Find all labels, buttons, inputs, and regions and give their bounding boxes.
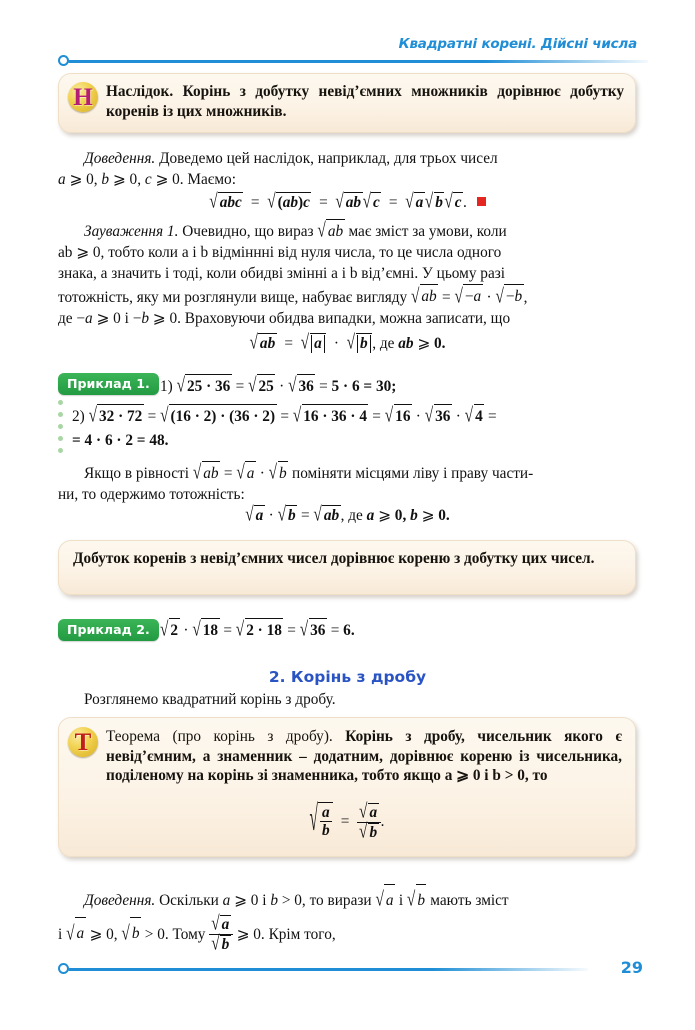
proof1-text: Доведемо цей наслідок, наприклад, для трьох чисел [159, 150, 498, 167]
header-rule-dot-icon [58, 55, 69, 66]
remark1-line3: знака, а значить і тоді, коли обидві змінні a і b від’ємні. У цьому разі [58, 265, 506, 283]
proof1-label: Доведення. [84, 150, 156, 167]
swap-line2: ни, то одержимо тотожність: [58, 486, 245, 504]
remark1-line1a: Очевидно, що вираз [182, 223, 314, 240]
running-head [0, 36, 695, 62]
header-rule [68, 60, 648, 63]
qed-square-icon [477, 197, 486, 206]
example1-line1: 1) √ 25 · 36 = √ 25 · √ 36 = 5 · 6 = 30; [160, 374, 397, 398]
corollary-letter-icon [68, 82, 98, 112]
theorem-letter-glyph: Т [74, 728, 92, 756]
corollary-lead: Наслідок. [106, 83, 174, 100]
product-rule-box [58, 540, 636, 595]
proof2-label: Доведення. [84, 892, 156, 909]
remark1-line5: де −a ⩾ 0 і −b ⩾ 0. Враховуючи обидва випадки, можна записати, що [58, 309, 511, 327]
theorem-lead: Теорема (про корінь з дробу). [106, 728, 333, 745]
example1-line2: 2) √ 32 · 72 = √ (16 · 2) · (36 · 2) = √ 16 · 36 · 4 = √ 16 · √ 36 · √ 4 = [72, 404, 497, 428]
swap-paragraph: Якщо в рівності √ ab = √ a · √ b поміняти місцями ліву і праву части- ни, то одержимо тотожність: [58, 461, 534, 504]
remark1-line1b: має зміст за умови, коли [348, 223, 507, 240]
example1-line3: = 4 · 6 · 2 = 48. [72, 432, 169, 449]
theorem-box [58, 717, 636, 857]
proof2-line2: і √ a ⩾ 0, √ b > 0. Тому $\frac{√ a}{√ b}$ ⩾ 0. Крім того, [58, 912, 336, 956]
remark1-line2: ab ⩾ 0, тобто коли a і b відміннні від нуля числа, то це числа одного [58, 244, 502, 262]
section2-heading: 2. Корінь з дробу [268, 668, 427, 686]
corollary-box [58, 73, 636, 133]
proof2-line1: Оскільки a ⩾ 0 і b > 0, то вирази √ a і √ b мають зміст [159, 892, 509, 909]
footer-rule [68, 968, 588, 971]
example2-formula: √ 2 · √ 18 = √ 2 · 18 = √ 36 = 6. [160, 618, 355, 642]
theorem-statement: Корінь з дробу, чисельник якого є невід’ємним, а знаменник – додатним, дорівнює кореню із чисельника, поділеному на корінь зі знаменника, тобто якщо a ⩾ 0 і b > 0, то [106, 728, 622, 785]
proof2-paragraph [58, 884, 636, 954]
running-head-title: Квадратні корені. Дійсні числа [398, 36, 637, 52]
page-number: 29 [620, 958, 643, 977]
example1-badge: Приклад 1. [58, 373, 159, 395]
section2-intro [58, 689, 636, 710]
corollary-letter-glyph: Н [73, 83, 93, 111]
example2-badge: Приклад 2. [58, 619, 159, 641]
remark1-line4a: тотожність, яку ми розглянули вище, набуває вигляду [58, 288, 408, 306]
swap-line1b: поміняти місцями ліву і праву части- [292, 465, 534, 482]
theorem-formula: √ $\frac{a}{b}$ = $\frac{√ a}{√ b}$ . [309, 799, 385, 844]
example1-dot-rail [58, 400, 64, 460]
section2-intro-text: Розглянемо квадратний корінь з дробу. [84, 691, 336, 708]
proof1-formula: √ abc = √ (ab)c = √ ab√ c = √ a√ b√ c. [0, 192, 695, 212]
corollary-statement: Корінь з добутку невід’ємних множників дорівнює добутку коренів із цих множників. [106, 83, 625, 120]
swap-formula: √ a · √ b = √ ab, де a ⩾ 0, b ⩾ 0. [245, 503, 450, 526]
proof1-conditions: a ⩾ 0, b ⩾ 0, c ⩾ 0. Маємо: [58, 171, 236, 189]
product-rule-statement: Добуток коренів з невід’ємних чисел дорівнює кореню з добутку цих чисел. [73, 550, 595, 567]
swap-line1a: Якщо в рівності [84, 465, 189, 482]
proof1-paragraph [58, 148, 636, 190]
remark1-label: Зауваження 1. [84, 223, 179, 240]
remark1-paragraph: Зауваження 1. Очевидно, що вираз √ ab має зміст за умови, коли ab ⩾ 0, тобто коли a і b відміннні від нуля числа, то це числа одного знака, а значить і тоді, коли обидві змінні a і b від’ємні. У цьому разі тотожність, яку ми розглянули вище, набуває вигляду √ ab = √ −a · √ −b, де −a ⩾ 0 і −b ⩾ 0. Враховуючи обидва випадки, можна записати, що [58, 219, 528, 327]
remark1-formula: √ ab = √ a · √ b , де ab ⩾ 0. [249, 331, 446, 354]
theorem-letter-icon [68, 727, 98, 757]
footer-rule-dot-icon [58, 963, 69, 974]
